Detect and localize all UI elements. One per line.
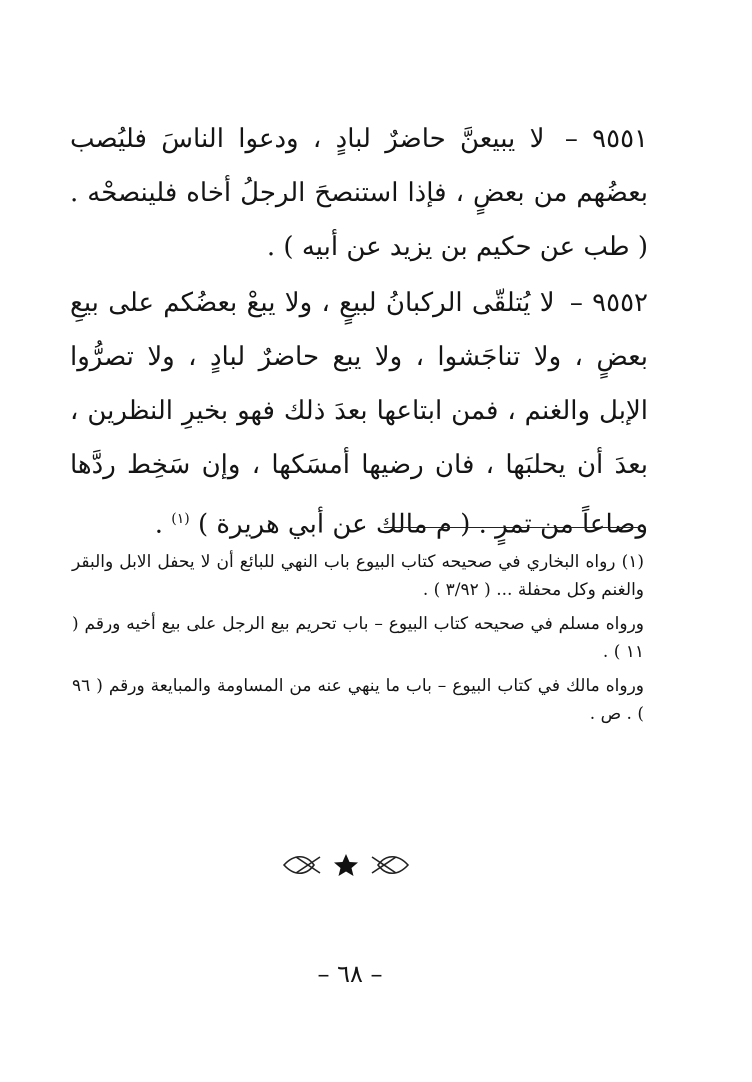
hadith-end: . (154, 509, 163, 540)
hadith-number: ٩٥٥٢ – (569, 288, 648, 318)
footnote-divider (384, 527, 640, 528)
footnote-bukhari: (١) رواه البخاري في صحيحه كتاب البيوع باب النهي للبائع أن لا يحفل الابل والبقر والغنم وكل محفلة ... ( ٣/٩٢ ) . (72, 552, 644, 600)
hadith-number: ٩٥٥١ – (564, 124, 649, 154)
hadith-9552 (70, 276, 648, 552)
footnotes (72, 548, 644, 734)
footnote-malik: ورواه مالك في كتاب البيوع – باب ما ينهي عنه من المساومة والمبايعة ورقم ( ٩٦ ) . ص . (72, 676, 644, 724)
hadith-9551 (70, 112, 648, 274)
hadith-text: لا يُتلقّى الركبانُ لبيعٍ ، ولا يبعْ بعضُكم على بيعِ بعضٍ ، ولا تناجَشوا ، ولا يبع حاضرٌ لبادٍ ، ولا تصرُّوا الإبل والغنم ، فمن ابتاعها بعدَ ذلك فهو بخيرِ النظرين ، بعدَ أن يحلبَها ، فان رضيها أمسَكها ، وإن سَخِط ردَّها وصاعاً من تمرٍ . ( م مالك عن أبي هريرة ) (70, 288, 648, 540)
footnote-muslim: ورواه مسلم في صحيحه كتاب البيوع – باب تحريم بيع الرجل على بيع أخيه ورقم ( ١١ ) . (72, 614, 644, 662)
footnote-reference: (١) (171, 511, 190, 527)
hadith-text: لا يبيعنَّ حاضرٌ لبادٍ ، ودعوا الناسَ فليُصب بعضُهم من بعضٍ ، فإذا استنصحَ الرجلُ أخاه فلينصحْه . ( طب عن حكيم بن يزيد عن أبيه ) . (70, 124, 648, 262)
star-ornament-icon (276, 848, 416, 882)
page-number: – ٦٨ – (317, 960, 383, 988)
